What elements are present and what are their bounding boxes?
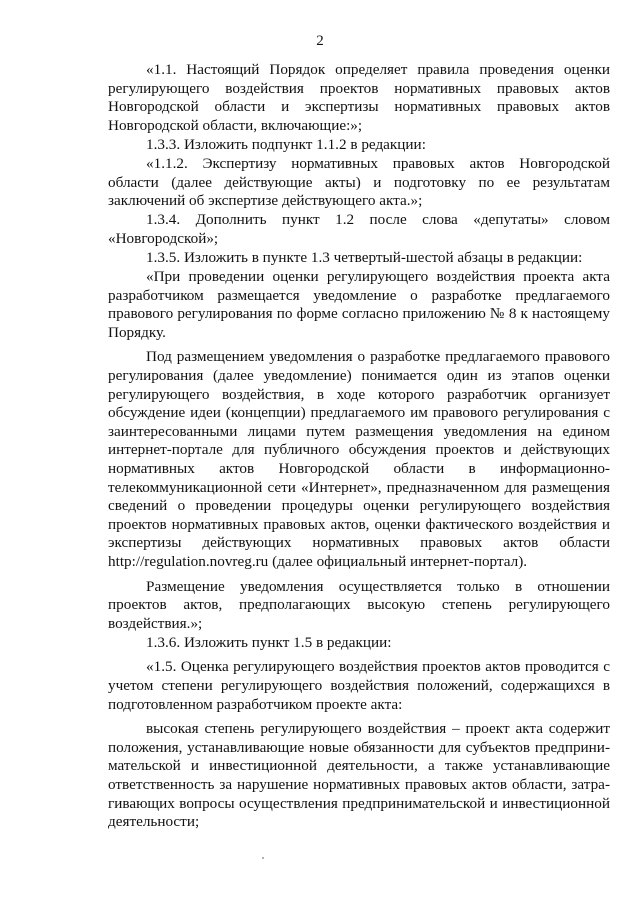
paragraph-1-1-2: «1.1.2. Экспертизу нормативных правовых актов Новгородской области (далее действующие акты) и подготовку по ее результатам заключений об экспертизе действующего акта.»; [108, 154, 610, 210]
page-number: 2 [316, 33, 324, 49]
document-body [108, 61, 610, 832]
paragraph-high-degree: высокая степень регулирующего воздействия – проект акта содержит положения, устанавливающие новые обязанности для субъектов предпринимательской и инвестиционной деятельности, а также устанавливающие ответственность за нарушение нормативных правовых актов области, затрагивающих вопросы осуществления предпринимательской и инвестиционной деятельности; [108, 720, 610, 831]
paragraph-1-3-3: 1.3.3. Изложить подпункт 1.1.2 в редакции: [146, 135, 426, 153]
paragraph-1-1: «1.1. Настоящий Порядок определяет правила проведения оценки регулирующего воздействия проектов нормативных правовых актов Новгородской области и экспертизы нормативных правовых актов Новгородской области, включающие:»; [108, 61, 610, 134]
paragraph-notification-definition: Под размещением уведомления о разработке предлагаемого правового регулирования (далее уведомление) понимается один из этапов оценки регулирующего воздействия, в ходе которого разработчик организует обсуждение идеи (концепции) предлагаемого им правового регулирования с заинтересованными лицами путем размещения уведомления на едином интернет-портале для публичного обсуждения проектов и действующих нормативных актов Новгородской области в информационно-телекоммуникационной сети «Интернет», предназначенном для размещения сведений о проведении процедуры оценки регулирующего воздействия проектов нормативных правовых актов, оценки фактического воздействия и экспертизы действующих нормативных правовых актов области http://regulation.novreg.ru (далее официальный интернет-портал). [108, 348, 610, 570]
paragraph-notification-scope: Размещение уведомления осуществляется только в отношении проектов актов, предполагающих высокую степень регулирующего воздействия.»; [108, 577, 610, 632]
scan-speck [262, 857, 264, 859]
paragraph-1-5: «1.5. Оценка регулирующего воздействия проектов актов проводится с учетом степени регулирующего воздействия положений, содержащихся в подготовленном разработчиком проекте акта: [108, 658, 610, 713]
paragraph-notification-posting: «При проведении оценки регулирующего воздействия проекта акта разработчиком размещается уведомление о разработке предлагаемого правового регулирования по форме согласно приложению № 8 к настоящему Порядку. [108, 268, 610, 341]
paragraph-1-3-6: 1.3.6. Изложить пункт 1.5 в редакции: [146, 633, 392, 651]
paragraph-1-3-4: 1.3.4. Дополнить пункт 1.2 после слова «депутаты» словом «Новгородской»; [108, 211, 610, 247]
paragraph-1-3-5: 1.3.5. Изложить в пункте 1.3 четвертый-шестой абзацы в редакции: [146, 248, 583, 266]
